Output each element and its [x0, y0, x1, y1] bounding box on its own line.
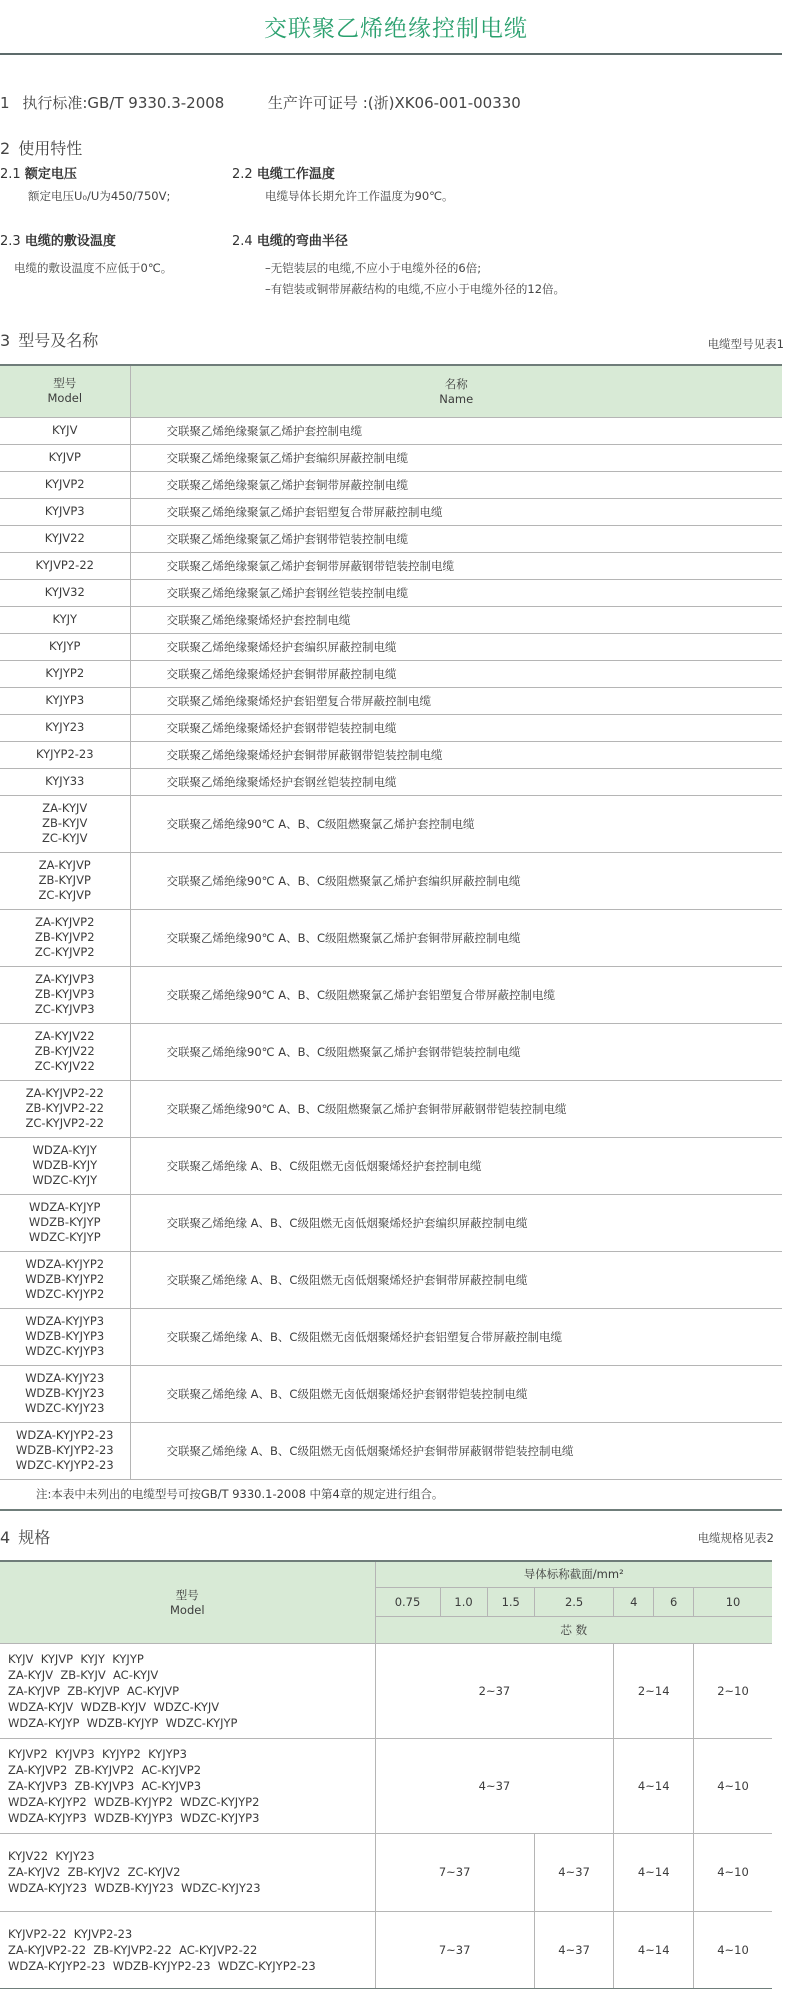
model-line: WDZA-KYJYP WDZB-KYJYP WDZC-KYJYP: [8, 1715, 238, 1730]
usage-item-2-4-line-2: –有铠装或铜带屏蔽结构的电缆,不应小于电缆外径的12倍。: [265, 282, 566, 296]
spec-row: [0, 1643, 772, 1738]
size-header: 0.75: [375, 1587, 440, 1616]
model-cell: [0, 471, 130, 498]
header-model: 型号 Model: [0, 365, 130, 417]
model-cell: [0, 1422, 130, 1479]
section-title: 使用特性: [18, 139, 83, 158]
table-2-reference: 电缆规格见表2: [697, 1531, 774, 1545]
name-cell: 交联聚乙烯绝缘90℃ A、B、C级阻燃聚氯乙烯护套钢带铠装控制电缆: [130, 1023, 782, 1080]
usage-item-2-4-line-1: –无铠装层的电缆,不应小于电缆外径的6倍;: [265, 261, 482, 275]
model-code: ZA-KYJV22: [34, 1029, 95, 1043]
size-header: 1.5: [487, 1587, 534, 1616]
name-cell: 交联聚乙烯绝缘聚烯烃护套编织屏蔽控制电缆: [130, 633, 782, 660]
table-row: [0, 1023, 782, 1080]
model-line: WDZA-KYJV WDZB-KYJV WDZC-KYJV: [8, 1699, 220, 1714]
item-title: 额定电压: [24, 167, 77, 182]
item-number: 2.4: [232, 234, 253, 249]
item-number: 2.2: [232, 167, 253, 182]
core-range-cell: 4~14: [614, 1911, 694, 1989]
usage-item-2-3-title: [0, 230, 116, 249]
models-table-body: [0, 417, 782, 1510]
core-range-cell: 2~10: [694, 1643, 772, 1738]
model-code: ZB-KYJVP2: [34, 930, 95, 944]
model-code: WDZC-KYJYP2-23: [15, 1458, 114, 1472]
table-row: [0, 852, 782, 909]
item-number: 2.1: [0, 167, 21, 182]
table-row: [0, 1251, 782, 1308]
model-cell: [0, 498, 130, 525]
size-header: 1.0: [440, 1587, 487, 1616]
spec-models-cell: [0, 1738, 375, 1833]
table-row: [0, 687, 782, 714]
model-cell: [0, 552, 130, 579]
item-number: 2.3: [0, 234, 21, 249]
name-cell: 交联聚乙烯绝缘90℃ A、B、C级阻燃聚氯乙烯护套铜带屏蔽控制电缆: [130, 909, 782, 966]
model-cell: [0, 1023, 130, 1080]
spec-table: [0, 1560, 772, 1989]
model-code: ZB-KYJVP: [38, 873, 91, 887]
model-line: WDZA-KYJYP2 WDZB-KYJYP2 WDZC-KYJYP2: [8, 1794, 260, 1809]
table-row: [0, 1137, 782, 1194]
spec-row: [0, 1833, 772, 1911]
name-cell: 交联聚乙烯绝缘聚烯烃护套铜带屏蔽控制电缆: [130, 660, 782, 687]
model-cell: [0, 741, 130, 768]
page-title: 交联聚乙烯绝缘控制电缆: [264, 16, 528, 42]
model-cell: [0, 1137, 130, 1194]
name-cell: 交联聚乙烯绝缘聚烯烃护套控制电缆: [130, 606, 782, 633]
table-row: [0, 552, 782, 579]
table-row: [0, 498, 782, 525]
table-header-row: [0, 365, 782, 417]
spec-header-cores: 芯 数: [375, 1616, 772, 1643]
size-header: 4: [614, 1587, 654, 1616]
spec-models-cell: [0, 1911, 375, 1989]
model-line: ZA-KYJV2 ZB-KYJV2 ZC-KYJV2: [8, 1865, 181, 1879]
standard-line: [0, 92, 521, 113]
name-cell: 交联聚乙烯绝缘90℃ A、B、C级阻燃聚氯乙烯护套铜带屏蔽钢带铠装控制电缆: [130, 1080, 782, 1137]
spec-header-model: 型号 Model: [0, 1561, 375, 1643]
name-cell: 交联聚乙烯绝缘 A、B、C级阻燃无卤低烟聚烯烃护套铜带屏蔽钢带铠装控制电缆: [130, 1422, 782, 1479]
table-row: [0, 471, 782, 498]
model-code: KYJV32: [44, 585, 85, 599]
name-cell: 交联聚乙烯绝缘 A、B、C级阻燃无卤低烟聚烯烃护套钢带铠装控制电缆: [130, 1365, 782, 1422]
item-title: 电缆的敷设温度: [24, 234, 116, 249]
table-row: [0, 1365, 782, 1422]
model-line: WDZA-KYJYP3 WDZB-KYJYP3 WDZC-KYJYP3: [8, 1810, 260, 1825]
table-row: [0, 660, 782, 687]
model-code: WDZB-KYJY: [32, 1158, 98, 1172]
model-line: WDZA-KYJY23 WDZB-KYJY23 WDZC-KYJY23: [8, 1881, 261, 1895]
model-code: ZC-KYJVP: [38, 888, 91, 902]
model-code: WDZC-KYJYP2: [25, 1287, 105, 1301]
table-row: [0, 1308, 782, 1365]
table-row: [0, 795, 782, 852]
section-title: 规格: [18, 1528, 51, 1547]
section-number: 3: [0, 331, 11, 350]
license-number: 生产许可证号 :(浙)XK06-001-00330: [267, 94, 521, 112]
usage-item-2-1-title: [0, 163, 77, 182]
table-row: [0, 1194, 782, 1251]
usage-item-2-1-text: 额定电压U₀/U为450/750V;: [28, 189, 171, 203]
model-code: KYJV22: [44, 531, 85, 545]
model-code: ZC-KYJVP2-22: [25, 1116, 104, 1130]
model-code: ZA-KYJVP: [38, 858, 91, 872]
model-cell: [0, 687, 130, 714]
section-title: 型号及名称: [18, 331, 99, 350]
model-line: ZA-KYJVP3 ZB-KYJVP3 AC-KYJVP3: [8, 1778, 202, 1793]
name-cell: 交联聚乙烯绝缘聚烯烃护套钢丝铠装控制电缆: [130, 768, 782, 795]
model-code: ZC-KYJVP3: [34, 1002, 95, 1016]
model-cell: [0, 579, 130, 606]
name-cell: 交联聚乙烯绝缘90℃ A、B、C级阻燃聚氯乙烯护套编织屏蔽控制电缆: [130, 852, 782, 909]
table-row: [0, 966, 782, 1023]
name-cell: 交联聚乙烯绝缘 A、B、C级阻燃无卤低烟聚烯烃护套编织屏蔽控制电缆: [130, 1194, 782, 1251]
model-cell: [0, 1365, 130, 1422]
model-line: KYJVP2 KYJVP3 KYJYP2 KYJYP3: [8, 1746, 187, 1761]
models-table: [0, 364, 782, 1511]
usage-item-2-2-text: 电缆导体长期允许工作温度为90℃。: [265, 189, 454, 203]
model-line: KYJVP2-22 KYJVP2-23: [8, 1926, 133, 1941]
model-cell: [0, 795, 130, 852]
model-line: ZA-KYJV ZB-KYJV AC-KYJV: [8, 1667, 159, 1682]
name-cell: 交联聚乙烯绝缘聚氯乙烯护套铜带屏蔽钢带铠装控制电缆: [130, 552, 782, 579]
table-row: [0, 909, 782, 966]
model-code: WDZC-KYJY: [32, 1173, 98, 1187]
size-header: 10: [694, 1587, 772, 1616]
model-cell: [0, 1308, 130, 1365]
usage-item-2-3-text: 电缆的敷设温度不应低于0℃。: [14, 261, 173, 275]
model-code: KYJVP3: [44, 504, 85, 518]
section-spec-heading: [0, 1525, 50, 1548]
table-row: [0, 606, 782, 633]
model-cell: [0, 768, 130, 795]
name-cell: 交联聚乙烯绝缘 A、B、C级阻燃无卤低烟聚烯烃护套铜带屏蔽控制电缆: [130, 1251, 782, 1308]
table-footnote-row: [0, 1479, 782, 1510]
model-code: ZB-KYJV: [42, 816, 88, 830]
name-cell: 交联聚乙烯绝缘聚氯乙烯护套钢带铠装控制电缆: [130, 525, 782, 552]
size-header: 6: [654, 1587, 694, 1616]
model-code: ZC-KYJV22: [34, 1059, 95, 1073]
table-row: [0, 633, 782, 660]
model-code: WDZC-KYJY23: [25, 1401, 105, 1415]
spec-table-body: [0, 1643, 772, 1989]
name-cell: 交联聚乙烯绝缘聚氯乙烯护套铝塑复合带屏蔽控制电缆: [130, 498, 782, 525]
name-cell: 交联聚乙烯绝缘聚烯烃护套铝塑复合带屏蔽控制电缆: [130, 687, 782, 714]
model-line: ZA-KYJVP2 ZB-KYJVP2 AC-KYJVP2: [8, 1762, 202, 1777]
table-row: [0, 579, 782, 606]
name-cell: 交联聚乙烯绝缘 A、B、C级阻燃无卤低烟聚烯烃护套铝塑复合带屏蔽控制电缆: [130, 1308, 782, 1365]
item-title: 电缆工作温度: [256, 167, 335, 182]
model-code: WDZA-KYJYP2: [25, 1257, 105, 1271]
model-cell: [0, 714, 130, 741]
core-range-cell: 4~10: [694, 1833, 772, 1911]
model-code: KYJYP: [48, 639, 81, 653]
core-range-cell: 4~37: [375, 1738, 614, 1833]
model-code: WDZA-KYJYP: [29, 1200, 101, 1214]
table-row: [0, 417, 782, 444]
core-range-cell: 4~37: [534, 1833, 614, 1911]
core-range-cell: 4~37: [534, 1911, 614, 1989]
usage-item-2-4-title: [232, 230, 348, 249]
section-number: 2: [0, 139, 11, 158]
section-usage-heading: [0, 136, 82, 159]
model-code: KYJVP2: [44, 477, 85, 491]
core-range-cell: 7~37: [375, 1911, 534, 1989]
model-code: ZA-KYJV: [42, 801, 88, 815]
model-cell: [0, 1251, 130, 1308]
core-range-cell: 4~10: [694, 1738, 772, 1833]
model-cell: [0, 660, 130, 687]
model-code: ZC-KYJVP2: [34, 945, 95, 959]
name-cell: 交联聚乙烯绝缘聚氯乙烯护套编织屏蔽控制电缆: [130, 444, 782, 471]
core-range-cell: 2~14: [614, 1643, 694, 1738]
model-cell: [0, 966, 130, 1023]
model-cell: [0, 525, 130, 552]
table-1-reference: 电缆型号见表1: [707, 337, 784, 351]
model-code: WDZC-KYJYP3: [25, 1344, 105, 1358]
model-line: KYJV KYJVP KYJY KYJYP: [8, 1651, 144, 1666]
table-row: [0, 1080, 782, 1137]
model-code: WDZB-KYJYP3: [25, 1329, 105, 1343]
spec-models-cell: [0, 1833, 375, 1911]
spec-row: [0, 1738, 772, 1833]
model-code: WDZA-KYJYP3: [25, 1314, 105, 1328]
model-code: KYJY23: [45, 720, 85, 734]
model-code: WDZA-KYJY23: [25, 1371, 105, 1385]
section-models-heading: [0, 328, 98, 351]
table-row: [0, 714, 782, 741]
name-cell: 交联聚乙烯绝缘聚烯烃护套钢带铠装控制电缆: [130, 714, 782, 741]
model-line: WDZA-KYJYP2-23 WDZB-KYJYP2-23 WDZC-KYJYP2-23: [8, 1958, 316, 1973]
core-range-cell: 4~10: [694, 1911, 772, 1989]
model-code: KYJV: [52, 423, 78, 437]
name-cell: 交联聚乙烯绝缘聚氯乙烯护套钢丝铠装控制电缆: [130, 579, 782, 606]
core-range-cell: 4~14: [614, 1738, 694, 1833]
model-code: KYJVP2-22: [35, 558, 94, 572]
model-code: WDZB-KYJYP2-23: [15, 1443, 114, 1457]
model-code: KYJYP2: [45, 666, 85, 680]
model-code: ZA-KYJVP2: [35, 915, 95, 929]
model-code: WDZA-KYJYP2-23: [16, 1428, 114, 1442]
core-range-cell: 4~14: [614, 1833, 694, 1911]
model-code: ZC-KYJV: [42, 831, 88, 845]
name-cell: 交联聚乙烯绝缘 A、B、C级阻燃无卤低烟聚烯烃护套控制电缆: [130, 1137, 782, 1194]
size-header: 2.5: [534, 1587, 614, 1616]
model-code: KYJVP: [48, 450, 81, 464]
name-cell: 交联聚乙烯绝缘90℃ A、B、C级阻燃聚氯乙烯护套铝塑复合带屏蔽控制电缆: [130, 966, 782, 1023]
spec-header-area: 导体标称截面/mm²: [375, 1561, 772, 1587]
table-footnote: 注:本表中未列出的电缆型号可按GB/T 9330.1-2008 中第4章的规定进行组合。: [0, 1479, 782, 1510]
name-cell: 交联聚乙烯绝缘聚氯乙烯护套控制电缆: [130, 417, 782, 444]
model-code: KYJY: [52, 612, 78, 626]
table-row: [0, 444, 782, 471]
model-code: KYJY33: [45, 774, 85, 788]
usage-item-2-2-title: [232, 163, 335, 182]
model-line: ZA-KYJVP ZB-KYJVP AC-KYJVP: [8, 1683, 180, 1698]
model-cell: [0, 606, 130, 633]
table-row: [0, 741, 782, 768]
model-line: ZA-KYJVP2-22 ZB-KYJVP2-22 AC-KYJVP2-22: [8, 1942, 258, 1957]
item-title: 电缆的弯曲半径: [256, 234, 348, 249]
table-row: [0, 525, 782, 552]
table-row: [0, 1422, 782, 1479]
model-cell: [0, 444, 130, 471]
model-code: WDZB-KYJYP: [28, 1215, 101, 1229]
spec-row: [0, 1911, 772, 1989]
model-cell: [0, 417, 130, 444]
model-cell: [0, 909, 130, 966]
model-code: ZB-KYJVP3: [34, 987, 95, 1001]
title-divider: [0, 53, 782, 55]
name-cell: 交联聚乙烯绝缘聚烯烃护套铜带屏蔽钢带铠装控制电缆: [130, 741, 782, 768]
core-range-cell: 2~37: [375, 1643, 614, 1738]
table-row: [0, 768, 782, 795]
model-code: WDZA-KYJY: [32, 1143, 97, 1157]
model-cell: [0, 1194, 130, 1251]
section-number: 1: [0, 94, 10, 112]
model-code: ZB-KYJVP2-22: [25, 1101, 104, 1115]
section-number: 4: [0, 1528, 11, 1547]
standard-label: 执行标准:GB/T 9330.3-2008: [22, 94, 225, 112]
name-cell: 交联聚乙烯绝缘90℃ A、B、C级阻燃聚氯乙烯护套控制电缆: [130, 795, 782, 852]
core-range-cell: 7~37: [375, 1833, 534, 1911]
spec-models-cell: [0, 1643, 375, 1738]
model-cell: [0, 852, 130, 909]
model-code: KYJYP3: [45, 693, 85, 707]
model-code: ZA-KYJVP2-22: [25, 1086, 104, 1100]
model-code: WDZC-KYJYP: [28, 1230, 101, 1244]
model-code: KYJYP2-23: [35, 747, 94, 761]
model-code: WDZB-KYJYP2: [25, 1272, 105, 1286]
model-code: ZB-KYJV22: [34, 1044, 95, 1058]
model-line: KYJV22 KYJY23: [8, 1849, 95, 1863]
model-code: ZA-KYJVP3: [35, 972, 95, 986]
model-code: WDZB-KYJY23: [25, 1386, 105, 1400]
model-cell: [0, 633, 130, 660]
name-cell: 交联聚乙烯绝缘聚氯乙烯护套铜带屏蔽控制电缆: [130, 471, 782, 498]
model-cell: [0, 1080, 130, 1137]
header-name: 名称 Name: [130, 365, 782, 417]
